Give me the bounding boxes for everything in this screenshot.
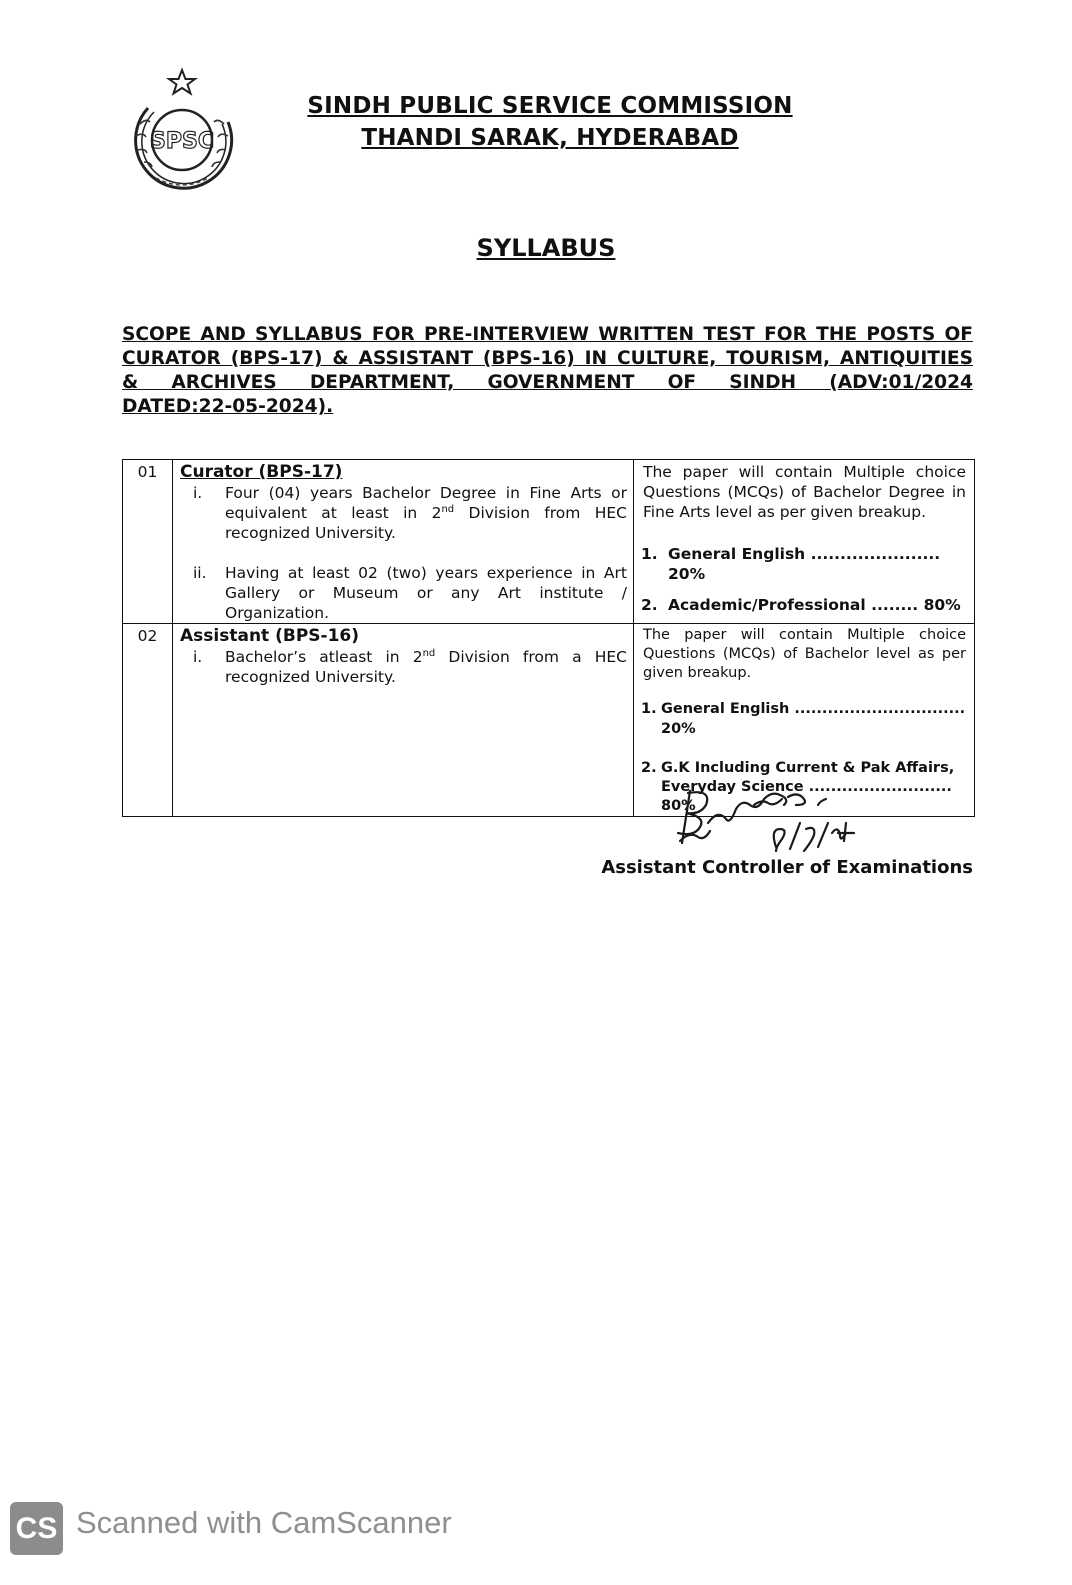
scope-line: SCOPE AND SYLLABUS FOR PRE-INTERVIEW WRITTEN TEST FOR THE POSTS OF [122, 324, 973, 345]
spsc-logo [118, 64, 246, 192]
breakup-item: 1. General English ...................... 20% [641, 545, 941, 583]
scope-line: DATED:22-05-2024). [122, 396, 334, 417]
paper-description: The paper will contain Multiple choice Questions (MCQs) of Bachelor level as per given breakup. [643, 627, 966, 681]
criteria-number: i. [193, 484, 203, 502]
paper-cell [634, 460, 975, 624]
criteria-item [173, 483, 633, 543]
post-cell [173, 460, 634, 624]
post-title: Assistant (BPS-16) [180, 626, 359, 646]
criteria-item [173, 563, 633, 623]
post-cell [173, 624, 634, 817]
scanner-watermark-text: Scanned with CamScanner [76, 1505, 452, 1540]
syllabus-table [122, 459, 975, 817]
serial-number: 02 [123, 624, 173, 817]
serial-number: 01 [123, 460, 173, 624]
org-name: SINDH PUBLIC SERVICE COMMISSION [307, 93, 793, 119]
org-address: THANDI SARAK, HYDERABAD [361, 125, 739, 151]
paper-description: The paper will contain Multiple choice Questions (MCQs) of Bachelor Degree in Fine Arts level as per given breakup. [643, 463, 966, 521]
scope-line: & ARCHIVES DEPARTMENT, GOVERNMENT OF SINDH (ADV:01/2024 [122, 372, 973, 393]
camscanner-logo-icon: CS [10, 1502, 63, 1555]
handwritten-signature [668, 783, 888, 863]
criteria-text: Bachelor’s atleast in 2nd Division from a HEC recognized University. [225, 647, 627, 686]
post-title: Curator (BPS-17) [180, 462, 343, 482]
logo-text: SPSC [150, 129, 214, 154]
scope-line: CURATOR (BPS-17) & ASSISTANT (BPS-16) IN CULTURE, TOURISM, ANTIQUITIES [122, 348, 973, 369]
page-title: SYLLABUS [476, 234, 616, 262]
scope-heading [122, 323, 973, 419]
breakup-item: 2. G.K Including Current & Pak Affairs, Everyday Science .......................... 80% [641, 760, 955, 814]
criteria-text: Four (04) years Bachelor Degree in Fine Arts or equivalent at least in 2nd Division from HEC recognized University. [225, 484, 627, 542]
criteria-number: i. [193, 648, 203, 666]
signatory-designation: Assistant Controller of Examinations [601, 857, 973, 878]
criteria-number: ii. [193, 564, 207, 582]
table-row [123, 460, 975, 624]
criteria-text: Having at least 02 (two) years experience in Art Gallery or Museum or any Art institute / Organization. [225, 564, 627, 622]
criteria-item [173, 647, 633, 687]
breakup-item: 2. Academic/Professional ........ 80% [641, 596, 961, 614]
breakup-item: 1. General English ............................... 20% [641, 701, 966, 737]
